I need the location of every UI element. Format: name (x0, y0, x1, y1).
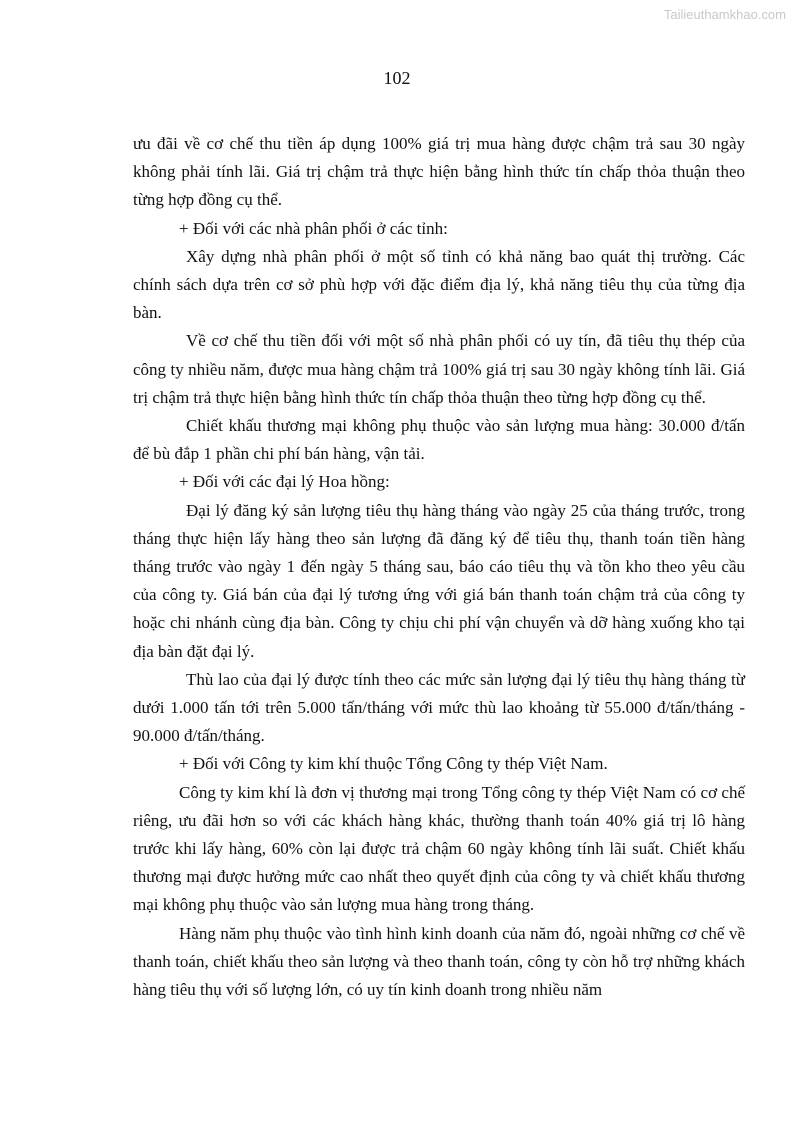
document-body (133, 130, 745, 1004)
paragraph: Về cơ chế thu tiền đối với một số nhà phân phối có uy tín, đã tiêu thụ thép của công ty nhiều năm, được mua hàng chậm trả 100% giá trị sau 30 ngày không tính lãi. Giá trị chậm trả thực hiện bằng hình thức tín chấp thỏa thuận theo từng hợp đồng cụ thể. (133, 331, 745, 407)
paragraph: Xây dựng nhà phân phối ở một số tỉnh có khả năng bao quát thị trường. Các chính sách dựa trên cơ sở phù hợp với đặc điểm địa lý, khả năng tiêu thụ của từng địa bàn. (133, 246, 745, 323)
section-heading-provincial-distributors: + Đối với các nhà phân phối ở các tỉnh: (179, 218, 448, 238)
watermark-text: Tailieuthamkhao.com (663, 7, 786, 22)
paragraph: ưu đãi về cơ chế thu tiền áp dụng 100% giá trị mua hàng được chậm trả sau 30 ngày không phải tính lãi. Giá trị chậm trả thực hiện bằng hình thức tín chấp thỏa thuận theo từng hợp đồng cụ thể. (133, 134, 745, 210)
section-heading-commission-agents: + Đối với các đại lý Hoa hồng: (179, 472, 390, 492)
paragraph: Hàng năm phụ thuộc vào tình hình kinh doanh của năm đó, ngoài những cơ chế về thanh toán, chiết khấu theo sản lượng và theo thanh toán, công ty còn hỗ trợ những khách hàng tiêu thụ với số lượng lớn, có uy tín kinh doanh trong nhiều năm (133, 923, 745, 1000)
paragraph: Thù lao của đại lý được tính theo các mức sản lượng đại lý tiêu thụ hàng tháng từ dưới 1.000 tấn tới trên 5.000 tấn/tháng với mức thù lao khoảng từ 55.000 đ/tấn/tháng - 90.000 đ/tấn/tháng. (133, 669, 745, 746)
paragraph: Công ty kim khí là đơn vị thương mại trong Tổng công ty thép Việt Nam có cơ chế riêng, ưu đãi hơn so với các khách hàng khác, thường thanh toán 40% giá trị lô hàng trước khi lấy hàng, 60% còn lại được trả chậm 60 ngày không tính lãi suất. Chiết khấu thương mại được hưởng mức cao nhất theo quyết định của công ty và chiết khấu thương mại không phụ thuộc vào sản lượng mua hàng trong tháng. (133, 782, 745, 915)
page-number: 102 (383, 68, 411, 88)
paragraph: Đại lý đăng ký sản lượng tiêu thụ hàng tháng vào ngày 25 của tháng trước, trong tháng thực hiện lấy hàng theo sản lượng đã đăng ký để tiêu thụ, thanh toán tiền hàng tháng trước vào ngày 1 đến ngày 5 tháng sau, báo cáo tiêu thụ và tồn kho theo yêu cầu của công ty. Giá bán của đại lý tương ứng với giá bán thanh toán chậm trả của công ty hoặc chi nhánh cùng địa bàn. Công ty chịu chi phí vận chuyển và dỡ hàng xuống kho tại địa bàn đặt đại lý. (133, 500, 745, 661)
paragraph: Chiết khấu thương mại không phụ thuộc vào sản lượng mua hàng: 30.000 đ/tấn để bù đắp 1 phần chi phí bán hàng, vận tải. (133, 416, 745, 464)
section-heading-metal-companies: + Đối với Công ty kim khí thuộc Tổng Công ty thép Việt Nam. (179, 754, 608, 774)
